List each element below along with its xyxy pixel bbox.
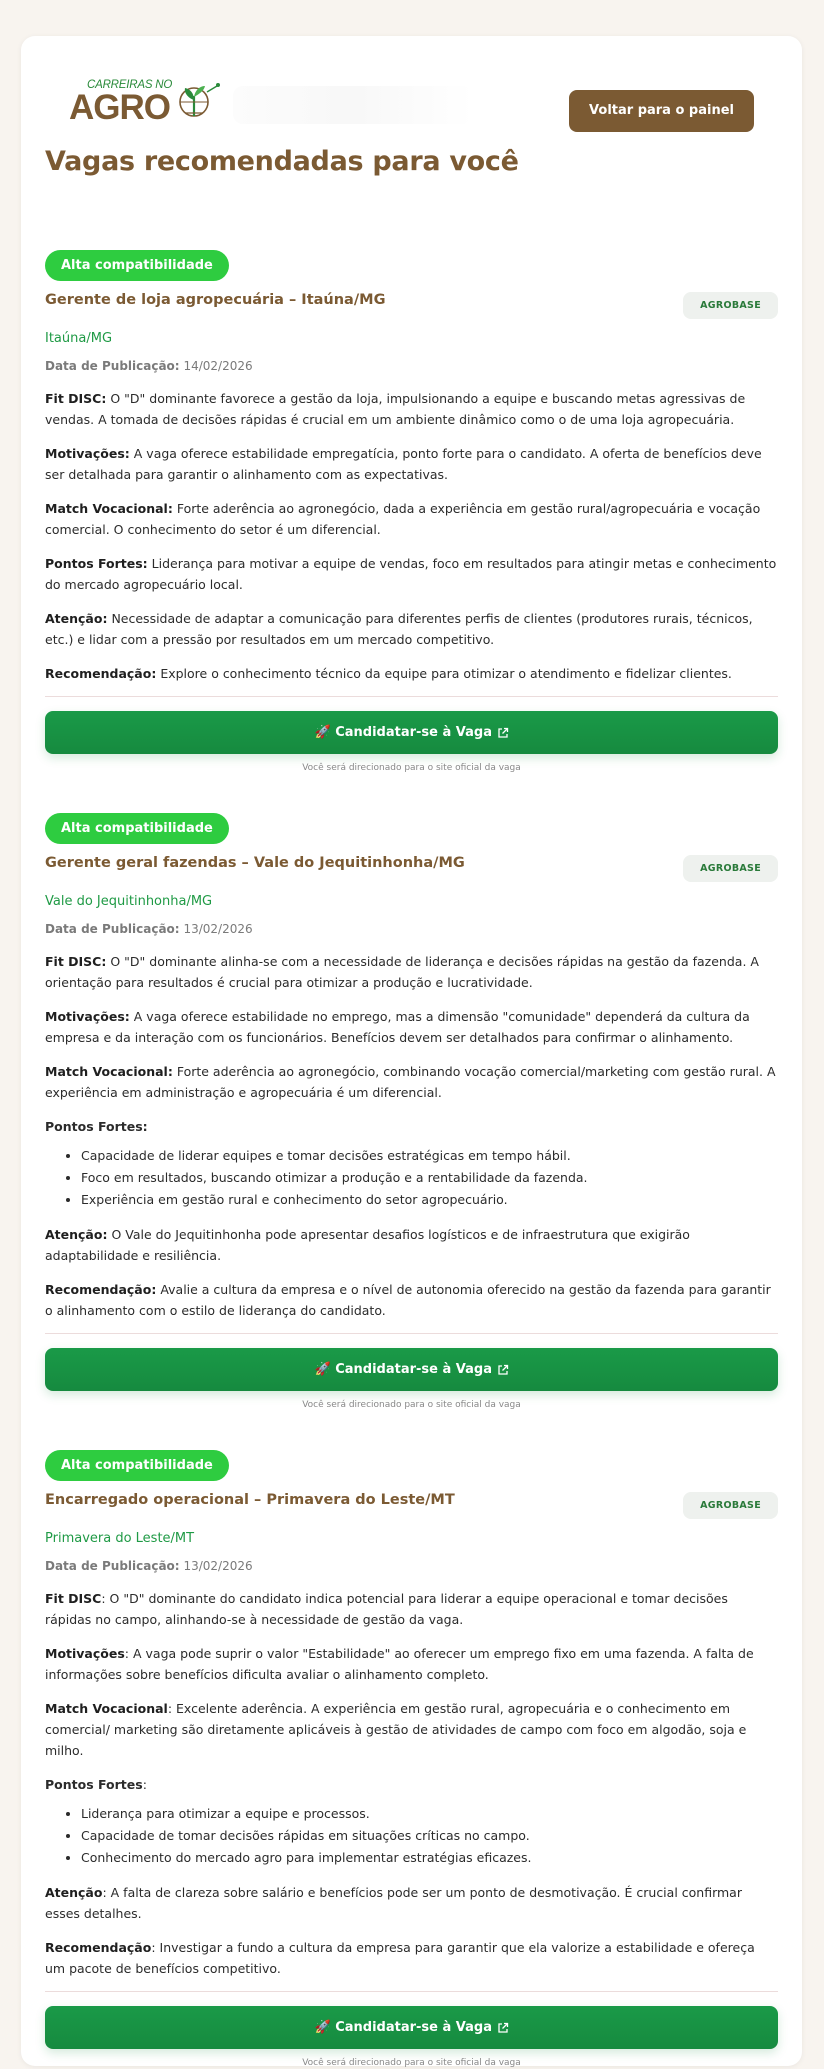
list-item: • Experiência em gestão rural e conhecimento do setor agropecuário. xyxy=(81,1189,778,1211)
vocational-match xyxy=(45,498,778,540)
recommendation xyxy=(45,663,778,684)
vocational-match-text: : Excelente aderência. A experiência em gestão rural, agropecuária e o conhecimento em comercial/ marketing são diretamente aplicáveis à gestão de atividades de campo com foco em algodão, soja e milho. xyxy=(45,1701,747,1758)
sprout-icon xyxy=(180,83,220,116)
back-to-dashboard-button[interactable]: Voltar para o painel xyxy=(569,90,754,132)
redirect-note: Você será direcionado para o site oficial da vaga xyxy=(302,763,521,773)
attention xyxy=(45,1882,778,1924)
fit-disc xyxy=(45,951,778,993)
strengths-heading xyxy=(45,1774,778,1795)
logo-graphic xyxy=(67,74,227,127)
pub-date-label: Data de Publicação: xyxy=(45,359,180,373)
motivations xyxy=(45,1643,778,1685)
motivations-text: A vaga oferece estabilidade empregatícia, ponto forte para o candidato. A oferta de benefícios deve ser detalhada para garantir o alinhamento com as expectativas. xyxy=(45,446,762,482)
vocational-match-label: Match Vocacional: xyxy=(45,1064,173,1079)
fit-disc-label: Fit DISC: xyxy=(45,391,107,406)
vocational-match xyxy=(45,1698,778,1761)
pub-date-value: 13/02/2026 xyxy=(183,922,253,936)
job-card xyxy=(45,250,778,774)
divider xyxy=(45,1333,778,1334)
publication-date xyxy=(45,358,778,374)
fit-disc-text: O "D" dominante favorece a gestão da loja, impulsionando a equipe e buscando metas agressivas de vendas. A tomada de decisões rápidas é crucial em um ambiente dinâmico como o de uma loja agropecuária. xyxy=(45,391,746,427)
fit-disc xyxy=(45,388,778,430)
main-card xyxy=(21,36,802,2066)
job-location: Vale do Jequitinhonha/MG xyxy=(45,894,213,909)
external-link-icon xyxy=(497,727,509,739)
apply-label: Candidatar-se à Vaga xyxy=(335,725,492,740)
logo-line2: AGRO xyxy=(69,88,170,127)
job-title[interactable]: Encarregado operacional – Primavera do Leste/MT xyxy=(45,1492,455,1508)
logo-line1: CARREIRAS NO xyxy=(87,79,173,91)
attention-text: O Vale do Jequitinhonha pode apresentar desafios logísticos e de infraestrutura que exigirão adaptabilidade e resiliência. xyxy=(45,1227,690,1263)
motivations xyxy=(45,443,778,485)
attention-label: Atenção: xyxy=(45,1227,108,1242)
carreiras-no-agro-logo[interactable] xyxy=(67,74,227,127)
attention xyxy=(45,1224,778,1266)
apply-label: Candidatar-se à Vaga xyxy=(335,1362,492,1377)
fit-disc-text: O "D" dominante alinha-se com a necessidade de liderança e decisões rápidas na gestão da fazenda. A orientação para resultados é crucial para otimizar a produção e lucratividade. xyxy=(45,954,759,990)
compatibility-badge: Alta compatibilidade xyxy=(45,813,229,844)
recommendation-text: Explore o conhecimento técnico da equipe para otimizar o atendimento e fidelizar clientes. xyxy=(160,666,732,681)
vocational-match-text: Forte aderência ao agronegócio, dada a experiência em gestão rural/agropecuária e vocação comercial. O conhecimento do setor é um diferencial. xyxy=(45,501,761,537)
job-location: Itaúna/MG xyxy=(45,331,113,346)
external-link-icon xyxy=(497,2022,509,2034)
fit-disc-text: : O "D" dominante do candidato indica potencial para liderar a equipe operacional e tomar decisões rápidas no campo, alinhando-se à necessidade de gestão da vaga. xyxy=(45,1591,728,1627)
list-item: • Conhecimento do mercado agro para implementar estratégias eficazes. xyxy=(81,1847,778,1869)
attention-text: : A falta de clareza sobre salário e benefícios pode ser um ponto de desmotivação. É crucial confirmar esses detalhes. xyxy=(45,1885,742,1921)
vocational-match-label: Match Vocacional: xyxy=(45,501,173,516)
rocket-icon: 🚀 xyxy=(314,1362,331,1377)
fit-disc-label: Fit DISC xyxy=(45,1591,102,1606)
job-title[interactable]: Gerente de loja agropecuária – Itaúna/MG xyxy=(45,292,386,308)
fit-disc xyxy=(45,1588,778,1630)
recommendation-label: Recomendação: xyxy=(45,1282,157,1297)
pub-date-label: Data de Publicação: xyxy=(45,922,180,936)
apply-button[interactable] xyxy=(45,1348,778,1391)
motivations-text: A vaga oferece estabilidade no emprego, mas a dimensão "comunidade" dependerá da cultura da empresa e da interação com os funcionários. Benefícios devem ser detalhados para confirmar o alinhamento. xyxy=(45,1009,750,1045)
fit-disc-label: Fit DISC: xyxy=(45,954,107,969)
rocket-icon: 🚀 xyxy=(314,725,331,740)
logo-decorative-bar xyxy=(233,86,473,124)
source-badge: AGROBASE xyxy=(683,1492,778,1519)
publication-date xyxy=(45,921,778,937)
motivations-label: Motivações: xyxy=(45,1009,130,1024)
divider xyxy=(45,696,778,697)
vocational-match-text: Forte aderência ao agronegócio, combinando vocação comercial/marketing com gestão rural. A experiência em administração e agropecuária é um diferencial. xyxy=(45,1064,776,1100)
strengths-colon: : xyxy=(142,1777,147,1792)
attention-label: Atenção xyxy=(45,1885,103,1900)
strengths-list xyxy=(45,1145,778,1211)
strengths xyxy=(45,553,778,595)
redirect-note: Você será direcionado para o site oficial da vaga xyxy=(302,2058,521,2068)
apply-button[interactable] xyxy=(45,711,778,754)
page-title: Vagas recomendadas para você xyxy=(45,146,519,177)
redirect-note: Você será direcionado para o site oficial da vaga xyxy=(302,1400,521,1410)
motivations-label: Motivações xyxy=(45,1646,125,1661)
job-location: Primavera do Leste/MT xyxy=(45,1531,195,1546)
vocational-match xyxy=(45,1061,778,1103)
external-link-icon xyxy=(497,1364,509,1376)
recommendation xyxy=(45,1937,778,1979)
strengths-text: Liderança para motivar a equipe de vendas, foco em resultados para atingir metas e conhecimento do mercado agropecuário local. xyxy=(45,556,777,592)
rocket-icon: 🚀 xyxy=(314,2020,331,2035)
compatibility-badge: Alta compatibilidade xyxy=(45,1450,229,1481)
vocational-match-label: Match Vocacional xyxy=(45,1701,168,1716)
motivations-text: : A vaga pode suprir o valor "Estabilidade" ao oferecer um emprego fixo em uma fazenda. A falta de informações sobre benefícios dificulta avaliar o alinhamento completo. xyxy=(45,1646,754,1682)
recommendation-text: Avalie a cultura da empresa e o nível de autonomia oferecido na gestão da fazenda para garantir o alinhamento com o estilo de liderança do candidato. xyxy=(45,1282,771,1318)
attention xyxy=(45,608,778,650)
strengths-label: Pontos Fortes: xyxy=(45,1119,148,1134)
apply-label: Candidatar-se à Vaga xyxy=(335,2020,492,2035)
strengths-label: Pontos Fortes xyxy=(45,1777,143,1792)
job-card xyxy=(45,1450,778,2069)
job-card xyxy=(45,813,778,1411)
page-header xyxy=(45,36,778,149)
list-item: • Capacidade de tomar decisões rápidas em situações críticas no campo. xyxy=(81,1825,778,1847)
motivations xyxy=(45,1006,778,1048)
recommendation-label: Recomendação: xyxy=(45,666,157,681)
divider xyxy=(45,1991,778,1992)
strengths-label: Pontos Fortes: xyxy=(45,556,148,571)
job-list xyxy=(45,250,778,2069)
list-item: • Foco em resultados, buscando otimizar a produção e a rentabilidade da fazenda. xyxy=(81,1167,778,1189)
attention-label: Atenção: xyxy=(45,611,108,626)
apply-button[interactable] xyxy=(45,2006,778,2049)
motivations-label: Motivações: xyxy=(45,446,130,461)
pub-date-value: 13/02/2026 xyxy=(183,1559,253,1573)
pub-date-value: 14/02/2026 xyxy=(183,359,253,373)
publication-date xyxy=(45,1558,778,1574)
recommendation xyxy=(45,1279,778,1321)
strengths-list xyxy=(45,1803,778,1869)
pub-date-label: Data de Publicação: xyxy=(45,1559,180,1573)
recommendation-text: : Investigar a fundo a cultura da empresa para garantir que ela valorize a estabilidade e ofereça um pacote de benefícios competitivo. xyxy=(45,1940,755,1976)
source-badge: AGROBASE xyxy=(683,855,778,882)
attention-text: Necessidade de adaptar a comunicação para diferentes perfis de clientes (produtores rurais, técnicos, etc.) e lidar com a pressão por resultados em um mercado competitivo. xyxy=(45,611,753,647)
source-badge: AGROBASE xyxy=(683,292,778,319)
list-item: • Liderança para otimizar a equipe e processos. xyxy=(81,1803,778,1825)
recommendation-label: Recomendação xyxy=(45,1940,152,1955)
compatibility-badge: Alta compatibilidade xyxy=(45,250,229,281)
list-item: • Capacidade de liderar equipes e tomar decisões estratégicas em tempo hábil. xyxy=(81,1145,778,1167)
job-title[interactable]: Gerente geral fazendas – Vale do Jequitinhonha/MG xyxy=(45,855,465,871)
